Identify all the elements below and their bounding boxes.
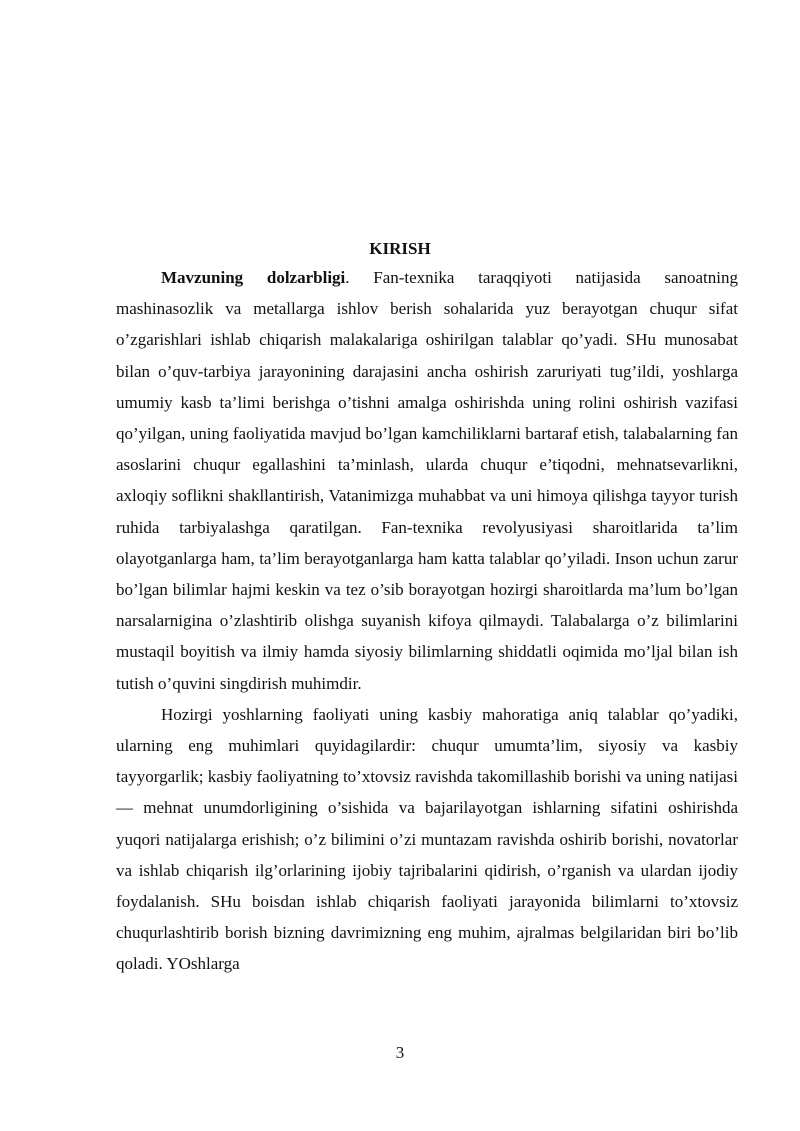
paragraph-lead: Mavzuning dolzarbligi — [161, 268, 346, 287]
paragraph-relevance — [116, 262, 738, 699]
paragraph-text: . Fan-texnika taraqqiyoti natijasida sanoatning mashinasozlik va metallarga ishlov berish sohalarida yuz berayotgan chuqur sifat o’zgarishlari ishlab chiqarish malakalariga oshirilgan talablar qo’yadi. SHu munosabat bilan o’quv-tarbiya jarayonining darajasini ancha oshirish zaruriyati tug’ildi, yoshlarga umumiy kasb ta’limi berishga o’tishni amalga oshirishda uning rolini oshirish vazifasi qo’yilgan, uning faoliyatida mavjud bo’lgan kamchiliklarni bartaraf etish, talabalarning fan asoslarini chuqur egallashini ta’minlash, ularda chuqur e’tiqodni, mehnatsevarlikni, axloqiy soflikni shakllantirish, Vatanimizga muhabbat va uni himoya qilishga tayyor turish ruhida tarbiyalashga qaratilgan. Fan-texnika revolyusiyasi sharoitlarida ta’lim olayotganlarga ham, ta’lim berayotganlarga ham katta talablar qo’yiladi. Inson uchun zarur bo’lgan bilimlar hajmi keskin va tez o’sib borayotgan hozirgi sharoitlarda ma’lum bo’lgan narsalarnigina o’zlashtirib olishga suyanish kifoya qilmaydi. Talabalarga o’z bilimlarini mustaqil boyitish va ilmiy hamda siyosiy bilimlarning shiddatli oqimida mo’ljal bilan ish tutish o’quvini singdirish muhimdir. — [116, 268, 738, 693]
paragraph-requirements: Hozirgi yoshlarning faoliyati uning kasbiy mahoratiga aniq talablar qo’yadiki, ularning eng muhimlari quyidagilardir: chuqur umumta’lim, siyosiy va kasbiy tayyorgarlik; kasbiy faoliyatning to’xtovsiz ravishda takomillashib borishi va uning natijasi — mehnat unumdorligining o’sishida va bajarilayotgan ishlarning sifatini oshirishda yuqori natijalarga erishish; o’z bilimini o’zi muntazam ravishda oshirib borishi, novatorlar va ishlab chiqarish ilg’orlarining ijobiy tajribalarini qidirish, o’rganish va ulardan ijodiy foydalanish. SHu boisdan ishlab chiqarish faoliyati jarayonida bilimlarni to’xtovsiz chuqurlashtirib borish bizning davrimizning eng muhim, ajralmas belgilaridan biri bo’lib qoladi. YOshlarga — [116, 704, 738, 974]
page-number: 3 — [395, 1043, 405, 1062]
section-heading: KIRISH — [369, 239, 431, 258]
body-text — [116, 262, 738, 980]
